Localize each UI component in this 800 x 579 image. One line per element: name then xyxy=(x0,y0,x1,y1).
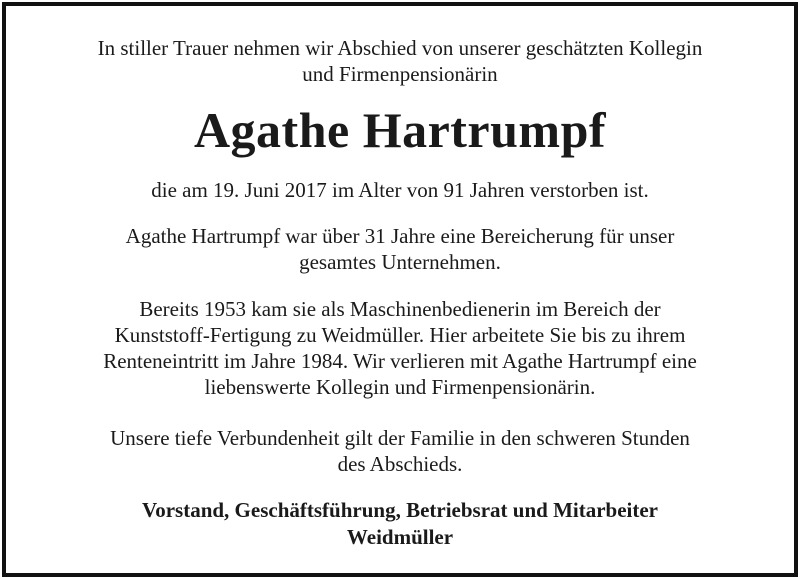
deceased-name: Agathe Hartrumpf xyxy=(193,102,607,158)
paragraph-line: liebenswerte Kollegin und Firmenpensionärin. xyxy=(204,375,596,399)
paragraph-line: Renteneintritt im Jahre 1984. Wir verlieren mit Agathe Hartrumpf eine xyxy=(103,349,697,373)
signature-block xyxy=(6,497,794,551)
intro-line: und Firmenpensionärin xyxy=(302,62,498,86)
paragraph-line: Bereits 1953 kam sie als Maschinenbedienerin im Bereich der xyxy=(139,297,661,321)
intro-text xyxy=(6,35,794,87)
paragraph-line: des Abschieds. xyxy=(337,452,463,476)
career-paragraph xyxy=(36,296,764,400)
paragraph-line: Unsere tiefe Verbundenheit gilt der Familie in den schweren Stunden xyxy=(110,426,690,450)
signature-line: Weidmüller xyxy=(346,525,454,549)
obituary-notice xyxy=(2,2,798,577)
paragraph-line: gesamtes Unternehmen. xyxy=(299,250,501,274)
sympathy-paragraph xyxy=(36,425,764,477)
intro-line: In stiller Trauer nehmen wir Abschied von unserer geschätzten Kollegin xyxy=(97,36,703,60)
enrichment-paragraph xyxy=(36,223,764,275)
paragraph-line: Agathe Hartrumpf war über 31 Jahre eine Bereicherung für unser xyxy=(125,224,675,248)
signature-line: Vorstand, Geschäftsführung, Betriebsrat und Mitarbeiter xyxy=(141,498,659,522)
paragraph-line: Kunststoff-Fertigung zu Weidmüller. Hier arbeitete Sie bis zu ihrem xyxy=(114,323,686,347)
death-notice: die am 19. Juni 2017 im Alter von 91 Jahren verstorben ist. xyxy=(151,178,649,202)
